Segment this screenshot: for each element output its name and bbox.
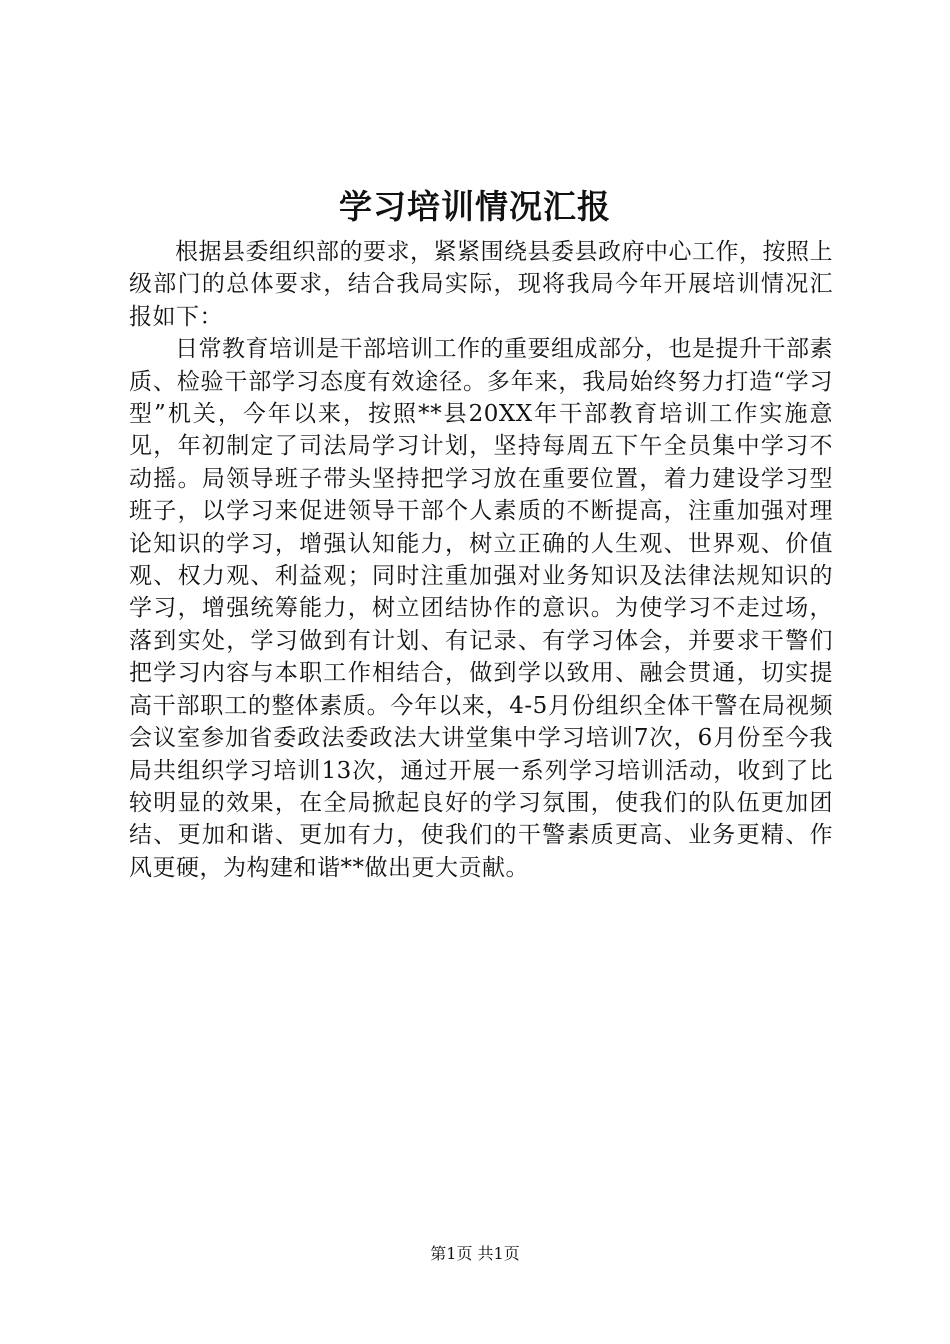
page-number-footer: 第1页 共1页 bbox=[430, 1244, 520, 1263]
document-title: 学习培训情况汇报 bbox=[339, 187, 611, 226]
paragraph-main: 日常教育培训是干部培训工作的重要组成部分，也是提升干部素质、检验干部学习态度有效途径。多年来，我局始终努力打造“学习型”机关，今年以来，按照**县20XX年干部教育培训工作实施意见，年初制定了司法局学习计划，坚持每周五下午全员集中学习不动摇。局领导班子带头坚持把学习放在重要位置，着力建设学习型班子，以学习来促进领导干部个人素质的不断提高，注重加强对理论知识的学习，增强认知能力，树立正确的人生观、世界观、价值观、权力观、利益观；同时注重加强对业务知识及法律法规知识的学习，增强统筹能力，树立团结协作的意识。为使学习不走过场，落到实处，学习做到有计划、有记录、有学习体会，并要求干警们把学习内容与本职工作相结合，做到学以致用、融会贯通，切实提高干部职工的整体素质。今年以来，4-5月份组织全体干警在局视频会议室参加省委政法委政法大讲堂集中学习培训7次，6月份至今我局共组织学习培训13次，通过开展一系列学习培训活动，收到了比较明显的效果，在全局掀起良好的学习氛围，使我们的队伍更加团结、更加和谐、更加有力，使我们的干警素质更高、业务更精、作风更硬，为构建和谐**做出更大贡献。 bbox=[129, 336, 833, 881]
paragraph-intro: 根据县委组织部的要求，紧紧围绕县委县政府中心工作，按照上级部门的总体要求，结合我局实际，现将我局今年开展培训情况汇报如下： bbox=[129, 239, 833, 330]
document-body bbox=[129, 236, 833, 884]
